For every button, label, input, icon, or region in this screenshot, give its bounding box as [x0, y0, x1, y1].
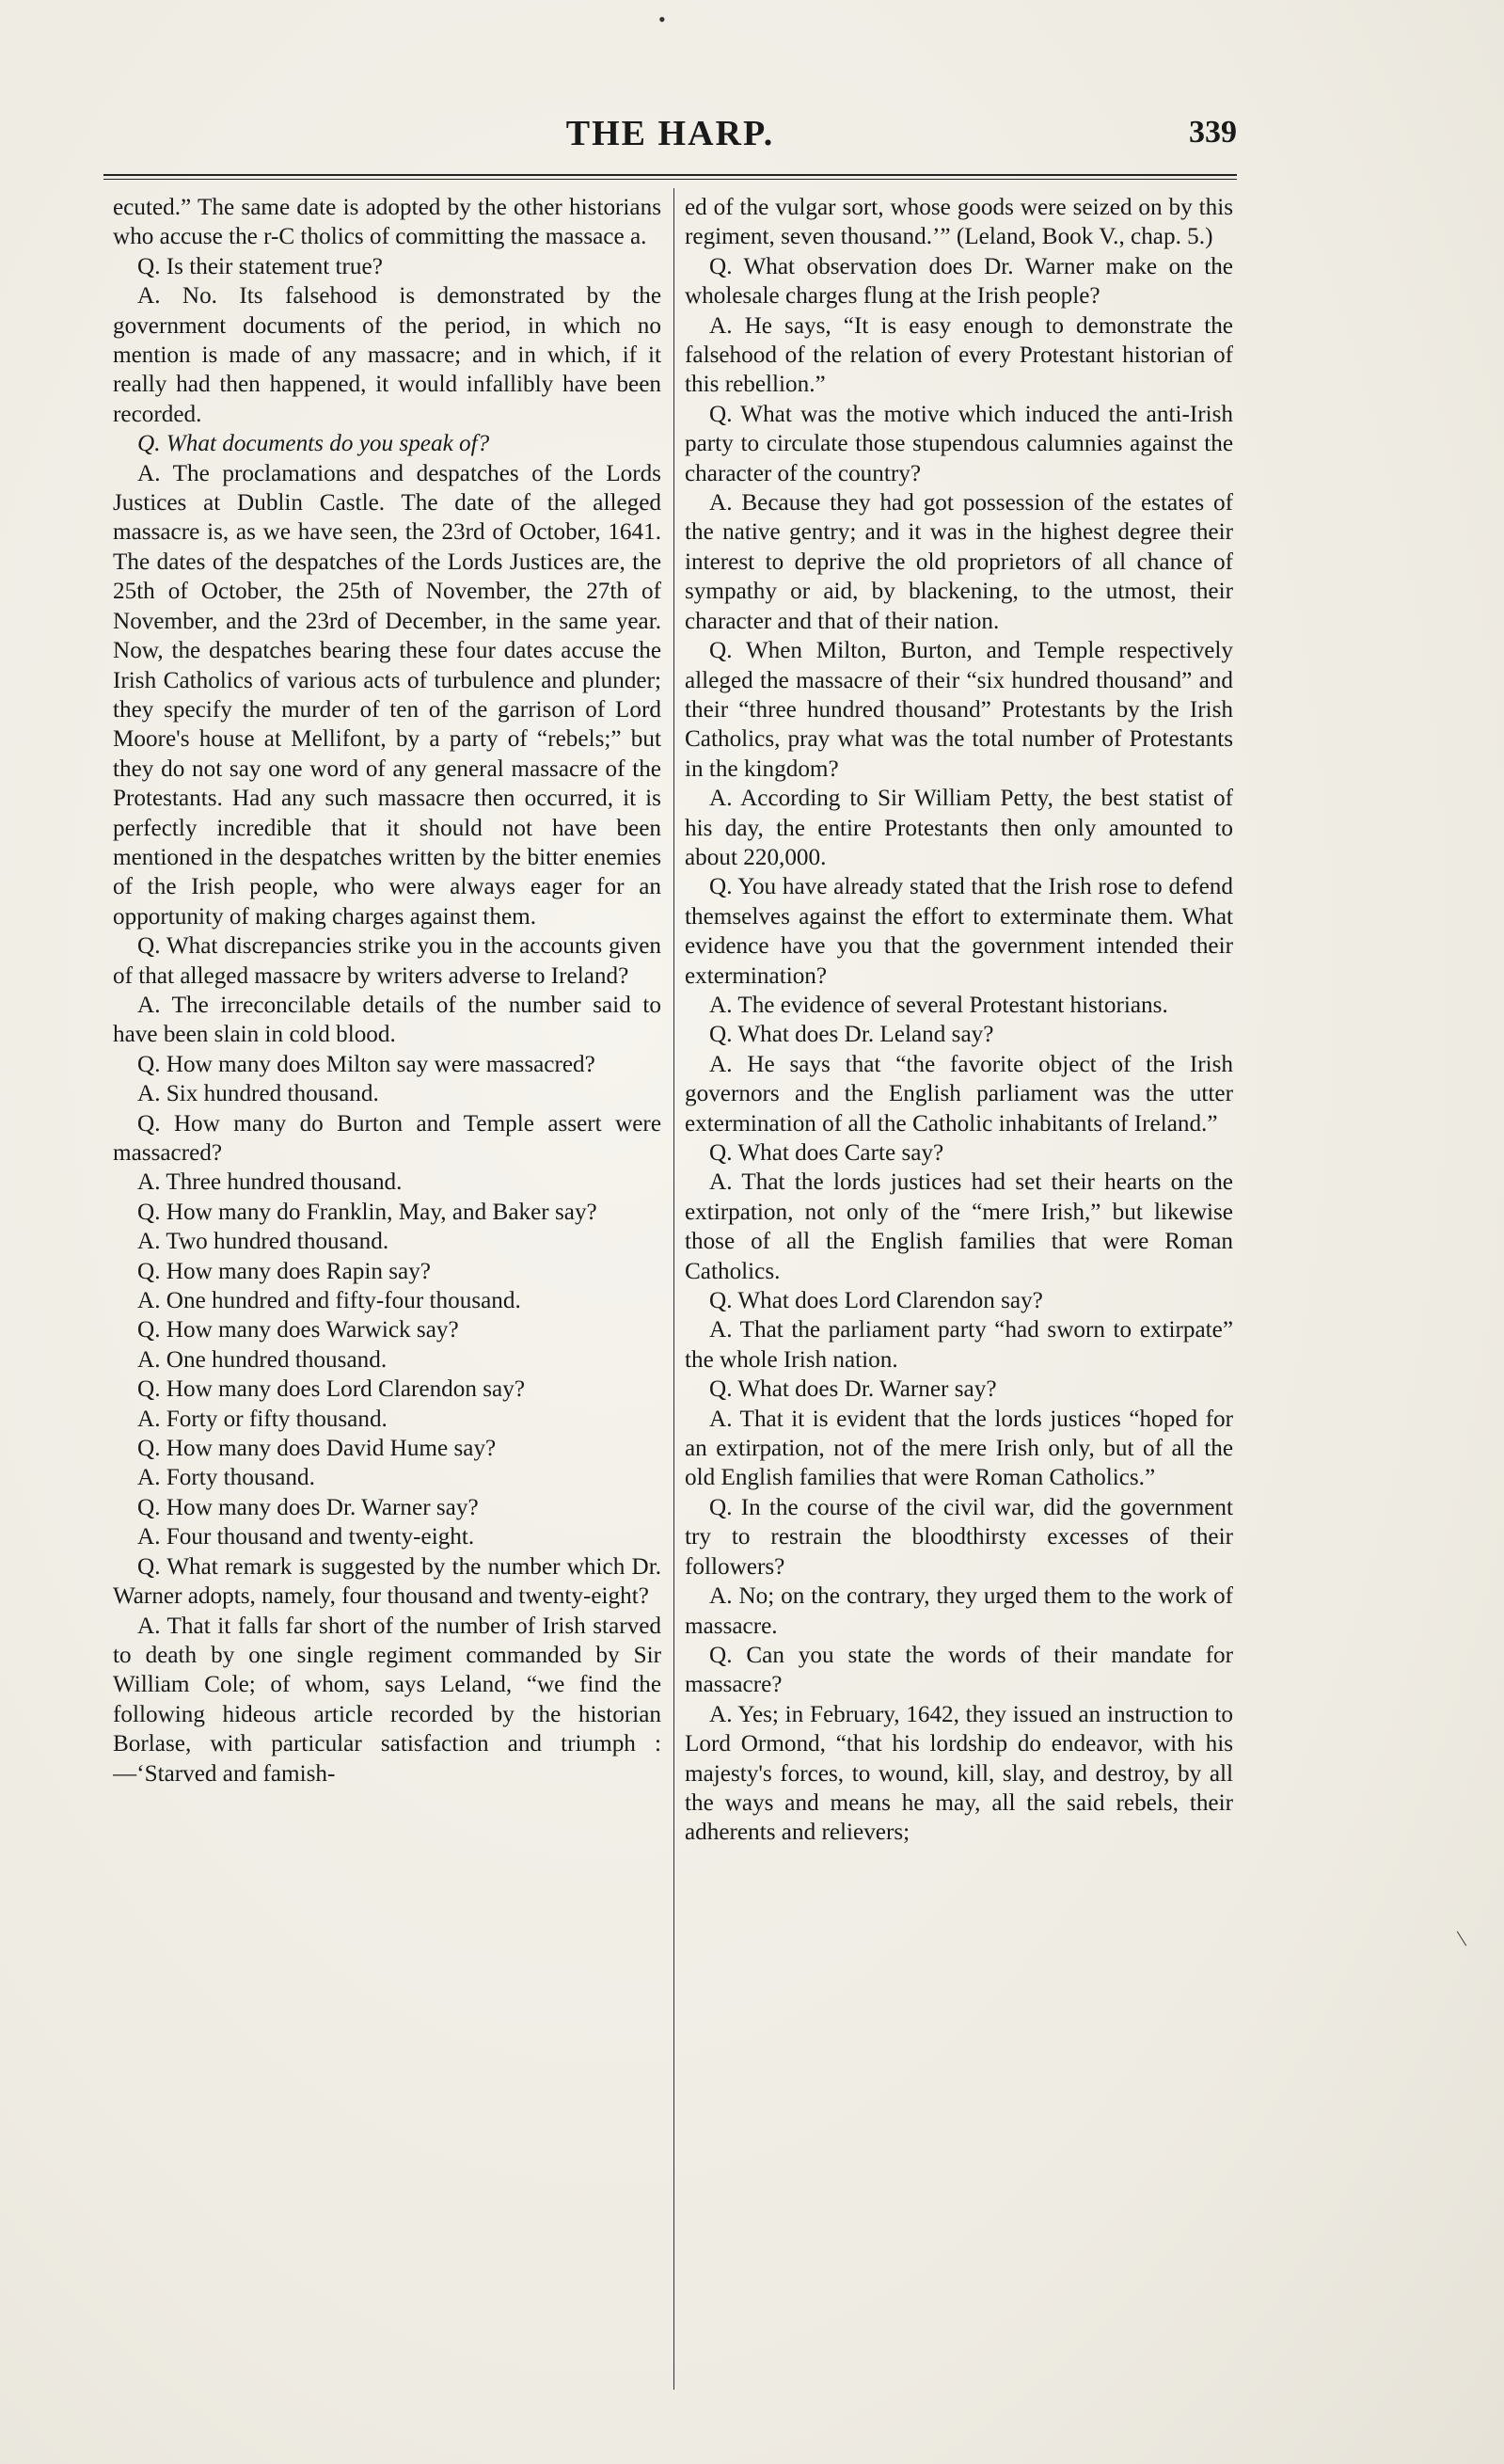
paragraph: A. That the lords justices had set their hearts on the extirpation, not only of the “mere Irish,” but likewise those of all the English families that were Roman Catholics.: [685, 1169, 1233, 1284]
paragraph: A. Two hundred thousand.: [137, 1229, 389, 1255]
paragraph: A. The evidence of several Protestant historians.: [709, 992, 1168, 1018]
paragraph: A. The irreconcilable details of the number said to have been slain in cold blood.: [113, 992, 661, 1048]
paragraph: Q. How many does David Hume say?: [137, 1436, 497, 1462]
paragraph: Q. Can you state the words of their mandate for massacre?: [685, 1642, 1233, 1698]
paragraph: A. Forty thousand.: [137, 1465, 315, 1491]
header-rule: [103, 174, 1237, 180]
paragraph: Q. How many does Dr. Warner say?: [137, 1494, 479, 1520]
paragraph: Q. Is their statement true?: [137, 253, 383, 279]
paragraph: A. No. Its falsehood is demonstrated by the government documents of the period, in which no mention is made of any massacre; and in which, if it really had then happened, it would infallibly have been recorded.: [113, 283, 661, 427]
page-header: [103, 113, 1237, 169]
paragraph: Q. How many does Milton say were massacred?: [137, 1051, 595, 1077]
paragraph: A. No; on the contrary, they urged them to the work of massacre.: [685, 1583, 1233, 1639]
paragraph: Q. How many do Burton and Temple assert were massacred?: [113, 1110, 661, 1166]
paragraph: A. He says, “It is easy enough to demonstrate the falsehood of the relation of every Protestant historian of this rebellion.”: [685, 312, 1233, 398]
paragraph: A. Forty or fifty thousand.: [137, 1406, 388, 1432]
paragraph: A. One hundred and fifty-four thousand.: [137, 1288, 521, 1314]
column-divider: [673, 188, 674, 2390]
paragraph: Q. What documents do you speak of?: [137, 431, 490, 457]
paragraph: Q. What does Lord Clarendon say?: [709, 1288, 1043, 1314]
paragraph: A. He says that “the favorite object of the Irish governors and the English parliament was the utter extermination of all the Catholic inhabitants of Ireland.”: [685, 1051, 1233, 1137]
paragraph: Q. What does Dr. Leland say?: [709, 1022, 994, 1048]
paragraph: Q. How many does Rapin say?: [137, 1258, 431, 1284]
paragraph: A. That it is evident that the lords justices “hoped for an extirpation, not of the mere Irish only, but of all the old English families that were Roman Catholics.”: [685, 1406, 1233, 1491]
left-column: [113, 193, 661, 2385]
paragraph: Q. How many does Lord Clarendon say?: [137, 1376, 526, 1403]
paragraph: Q. What does Dr. Warner say?: [709, 1376, 997, 1403]
print-blemish-mark: •: [658, 8, 666, 31]
paragraph: Q. What was the motive which induced the anti-Irish party to circulate those stupendous calumnies against the character of the country?: [685, 401, 1233, 486]
paragraph: A. According to Sir William Petty, the best statist of his day, the entire Protestants then only amounted to about 220,000.: [685, 786, 1233, 870]
paragraph: ecuted.” The same date is adopted by the other historians who accuse the r-C tholics of committing the massace a.: [113, 195, 661, 250]
page-number: 339: [1189, 115, 1237, 150]
paragraph: Q. What discrepancies strike you in the accounts given of that alleged massacre by writers adverse to Ireland?: [113, 933, 661, 989]
paragraph: Q. In the course of the civil war, did the government try to restrain the bloodthirsty excesses of their followers?: [685, 1494, 1233, 1580]
paragraph: A. Six hundred thousand.: [137, 1081, 379, 1107]
paragraph: A. Because they had got possession of the estates of the native gentry; and it was in the highest degree their interest to deprive the old proprietors of all chance of sympathy or aid, by blackening, to the utmost, their character and that of their nation.: [685, 490, 1233, 634]
paragraph: A. Four thousand and twenty-eight.: [137, 1524, 475, 1550]
paragraph: A. That it falls far short of the number of Irish starved to death by one single regiment commanded by Sir William Cole; of whom, says Leland, “we find the following hideous article recorded by the historian Borlase, with particular satisfaction and triumph :—‘Starved and famish-: [113, 1613, 661, 1787]
paragraph: Q. What observation does Dr. Warner make on the wholesale charges flung at the Irish people?: [685, 253, 1233, 310]
running-title: THE HARP.: [565, 114, 775, 153]
paragraph: Q. How many does Warwick say?: [137, 1317, 459, 1343]
paragraph: A. Three hundred thousand.: [137, 1169, 403, 1196]
paragraph: Q. When Milton, Burton, and Temple respectively alleged the massacre of their “six hundred thousand” and their “three hundred thousand” Protestants by the Irish Catholics, pray what was the total number of Protestants in the kingdom?: [685, 638, 1233, 782]
paragraph: A. The proclamations and despatches of the Lords Justices at Dublin Castle. The date of the alleged massacre is, as we have seen, the 23rd of October, 1641. The dates of the despatches of the Lords Justices are, the 25th of October, the 25th of November, the 27th of November, and the 23rd of December, in the same year. Now, the despatches bearing these four dates accuse the Irish Catholics of various acts of turbulence and plunder; they specify the murder of ten of the garrison of Lord Moore's house at Mellifont, by a party of “rebels;” but they do not say one word of any general massacre of the Protestants. Had any such massacre then occurred, it is perfectly incredible that it should not have been mentioned in the despatches written by the bitter enemies of the Irish people, who were always eager for an opportunity of making charges against them.: [113, 460, 661, 930]
paragraph: Q. What remark is suggested by the number which Dr. Warner adopts, namely, four thousand and twenty-eight?: [113, 1553, 661, 1610]
right-column: [685, 193, 1233, 2385]
paragraph: Q. You have already stated that the Irish rose to defend themselves against the effort to exterminate them. What evidence have you that the government intended their extermination?: [685, 874, 1233, 989]
paragraph: A. That the parliament party “had sworn to extirpate” the whole Irish nation.: [685, 1317, 1233, 1373]
paragraph: Q. How many do Franklin, May, and Baker say?: [137, 1199, 597, 1225]
paragraph: Q. What does Carte say?: [709, 1140, 944, 1166]
margin-mark: [1457, 1931, 1466, 1947]
paragraph: A. One hundred thousand.: [137, 1346, 388, 1373]
paragraph: ed of the vulgar sort, whose goods were seized on by this regiment, seven thousand.’” (Leland, Book V., chap. 5.): [685, 195, 1233, 250]
paragraph: A. Yes; in February, 1642, they issued an instruction to Lord Ormond, “that his lordship do endeavor, with his majesty's forces, to wound, kill, slay, and destroy, by all the ways and means he may, all the said rebels, their adherents and relievers;: [685, 1701, 1233, 1846]
